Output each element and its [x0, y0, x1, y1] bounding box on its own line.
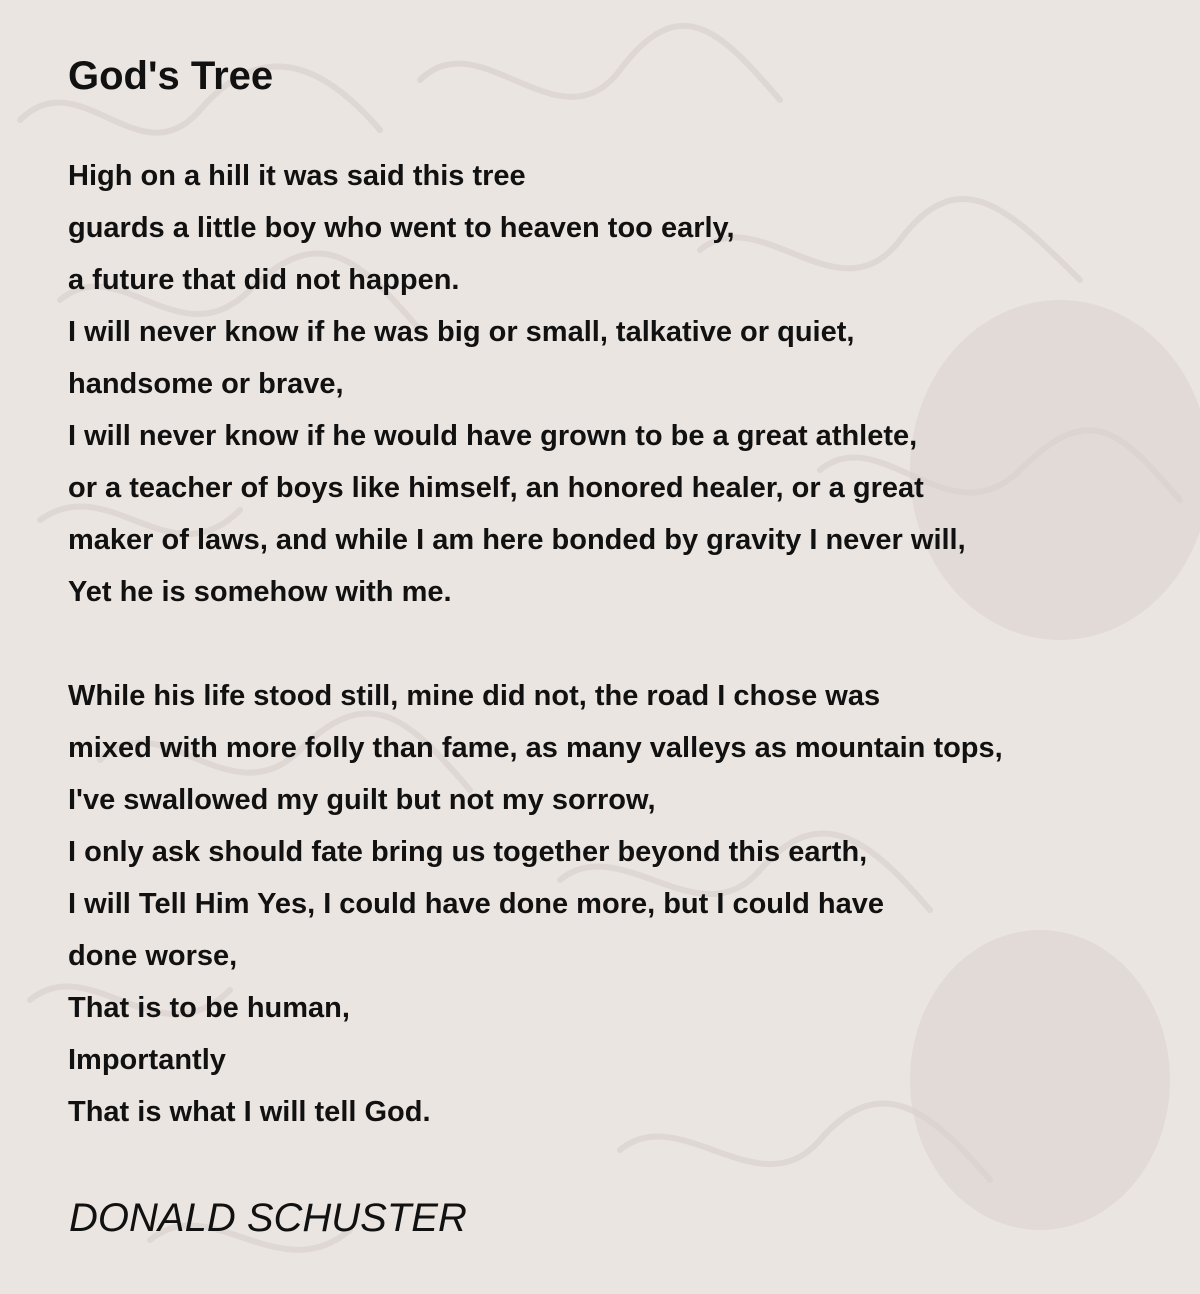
poem-title: God's Tree: [68, 54, 274, 98]
poem-line: Importantly: [68, 1044, 226, 1076]
poem-line: a future that did not happen.: [68, 264, 460, 296]
poem-line: handsome or brave,: [68, 368, 344, 400]
poem-line: I will Tell Him Yes, I could have done more, but I could have: [68, 888, 884, 920]
poem-line: I only ask should fate bring us together beyond this earth,: [68, 836, 868, 868]
poem-author: DONALD SCHUSTER: [69, 1196, 467, 1240]
poem-line: Yet he is somehow with me.: [68, 576, 452, 608]
poem-line: done worse,: [68, 940, 238, 972]
poem-line: or a teacher of boys like himself, an honored healer, or a great: [68, 472, 924, 504]
poem-line: High on a hill it was said this tree: [68, 160, 526, 192]
poem-line: mixed with more folly than fame, as many valleys as mountain tops,: [68, 732, 1003, 764]
poem-line: That is what I will tell God.: [68, 1096, 431, 1128]
poem-line: I will never know if he would have grown to be a great athlete,: [68, 420, 918, 452]
poem-line: I've swallowed my guilt but not my sorrow,: [68, 784, 656, 816]
stanza-2: [68, 670, 1003, 1138]
stanza-1: [68, 150, 966, 618]
poem-line: While his life stood still, mine did not, the road I chose was: [68, 680, 881, 712]
poem-line: That is to be human,: [68, 992, 350, 1024]
poem-line: maker of laws, and while I am here bonded by gravity I never will,: [68, 524, 966, 556]
poem-line: I will never know if he was big or small, talkative or quiet,: [68, 316, 855, 348]
poem-line: guards a little boy who went to heaven too early,: [68, 212, 735, 244]
